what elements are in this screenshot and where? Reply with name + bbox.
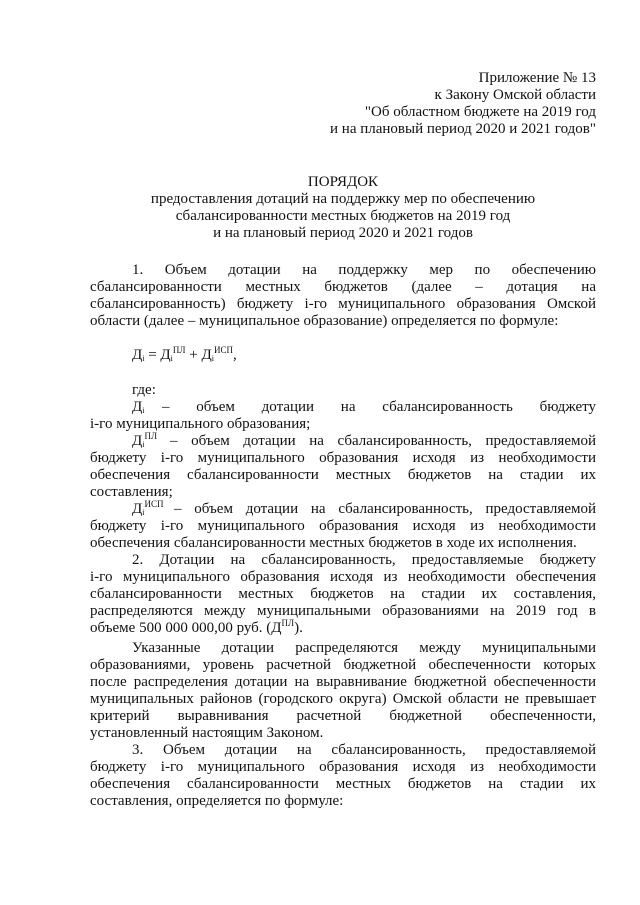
- p2-line-2: i-го муниципального образования исходя из необходимости обеспечения: [90, 569, 596, 585]
- p1-line-2: сбалансированности местных бюджетов (далее – дотация на: [90, 279, 596, 295]
- p2-line-5: объеме 500 000 000,00 руб. $(Д^{ПЛ})$.: [90, 618, 303, 636]
- p1-line-3: сбалансированность) бюджету i-го муниципального образования Омской: [90, 296, 596, 312]
- def1-line-2: i-го муниципального образования;: [90, 416, 311, 432]
- def3-line-2: бюджету i-го муниципального образования исходя из необходимости: [90, 518, 596, 534]
- header-line-2: к Закону Омской области: [434, 87, 596, 103]
- p4-line-4: составления, определяется по формуле:: [90, 793, 344, 809]
- p4-line-3: обеспечения сбалансированности местных бюджетов на стадии их: [90, 776, 596, 792]
- title-line-1: ПОРЯДОК: [307, 174, 379, 190]
- p2-line-3: сбалансированности местных бюджетов на стадии их составления,: [90, 586, 596, 602]
- def3-line-1: – объем дотации на сбалансированность, предоставляемой: [174, 501, 596, 517]
- title-line-2: предоставления дотаций на поддержку мер по обеспечению: [150, 191, 536, 207]
- p2-line-1: 2. Дотации на сбалансированность, предоставляемые бюджету: [132, 552, 596, 568]
- p4-line-1: 3. Объем дотации на сбалансированность, предоставляемой: [132, 742, 596, 758]
- p3-line-4: муниципальных районов (городского округа) Омской области не превышает: [90, 691, 596, 707]
- title-line-3: сбалансированности местных бюджетов на 2019 год: [175, 208, 511, 224]
- p3-line-6: установленный настоящим Законом.: [90, 725, 324, 741]
- def2-symbol: $Д_i^{ПЛ}$: [132, 431, 158, 449]
- p3-line-1: Указанные дотации распределяются между муниципальными: [132, 640, 596, 656]
- def3-symbol: $Д_i^{ИСП}$: [132, 499, 164, 517]
- where-label: где:: [132, 382, 156, 398]
- def1-line-1: – объем дотации на сбалансированность бюджету: [162, 399, 596, 415]
- def2-line-3: обеспечения сбалансированности местных бюджетов на стадии их: [90, 467, 596, 483]
- header-line-1: Приложение № 13: [478, 70, 596, 86]
- def2-line-2: бюджету i-го муниципального образования исходя из необходимости: [90, 450, 596, 466]
- def3-line-3: обеспечения сбалансированности местных бюджетов в ходе их исполнения.: [90, 535, 577, 551]
- p2-line-4: распределяются между муниципальными образованиями на 2019 год в: [90, 603, 596, 619]
- p3-line-3: после распределения дотации на выравнивание бюджетной обеспеченности: [90, 674, 596, 690]
- header-line-4: и на плановый период 2020 и 2021 годов": [330, 121, 596, 137]
- p1-line-1: 1. Объем дотации на поддержку мер по обеспечению: [132, 262, 596, 278]
- header-line-3: "Об областном бюджете на 2019 год: [364, 104, 596, 120]
- p4-line-2: бюджету i-го муниципального образования исходя из необходимости: [90, 759, 596, 775]
- p1-line-4: области (далее – муниципальное образование) определяется по формуле:: [90, 313, 559, 329]
- p3-line-2: образованиями, уровень расчетной бюджетной обеспеченности которых: [90, 657, 596, 673]
- def2-line-1: – объем дотации на сбалансированность, предоставляемой: [170, 433, 596, 449]
- title-line-4: и на плановый период 2020 и 2021 годов: [213, 225, 473, 241]
- def2-line-4: составления;: [90, 484, 173, 500]
- formula-main: $Д_i = Д_i^{ПЛ} + Д_i^{ИСП}$,: [132, 345, 237, 363]
- p3-line-5: критерий выравнивания расчетной бюджетной обеспеченности,: [90, 708, 596, 724]
- def1-symbol: $Д_i$: [132, 399, 145, 415]
